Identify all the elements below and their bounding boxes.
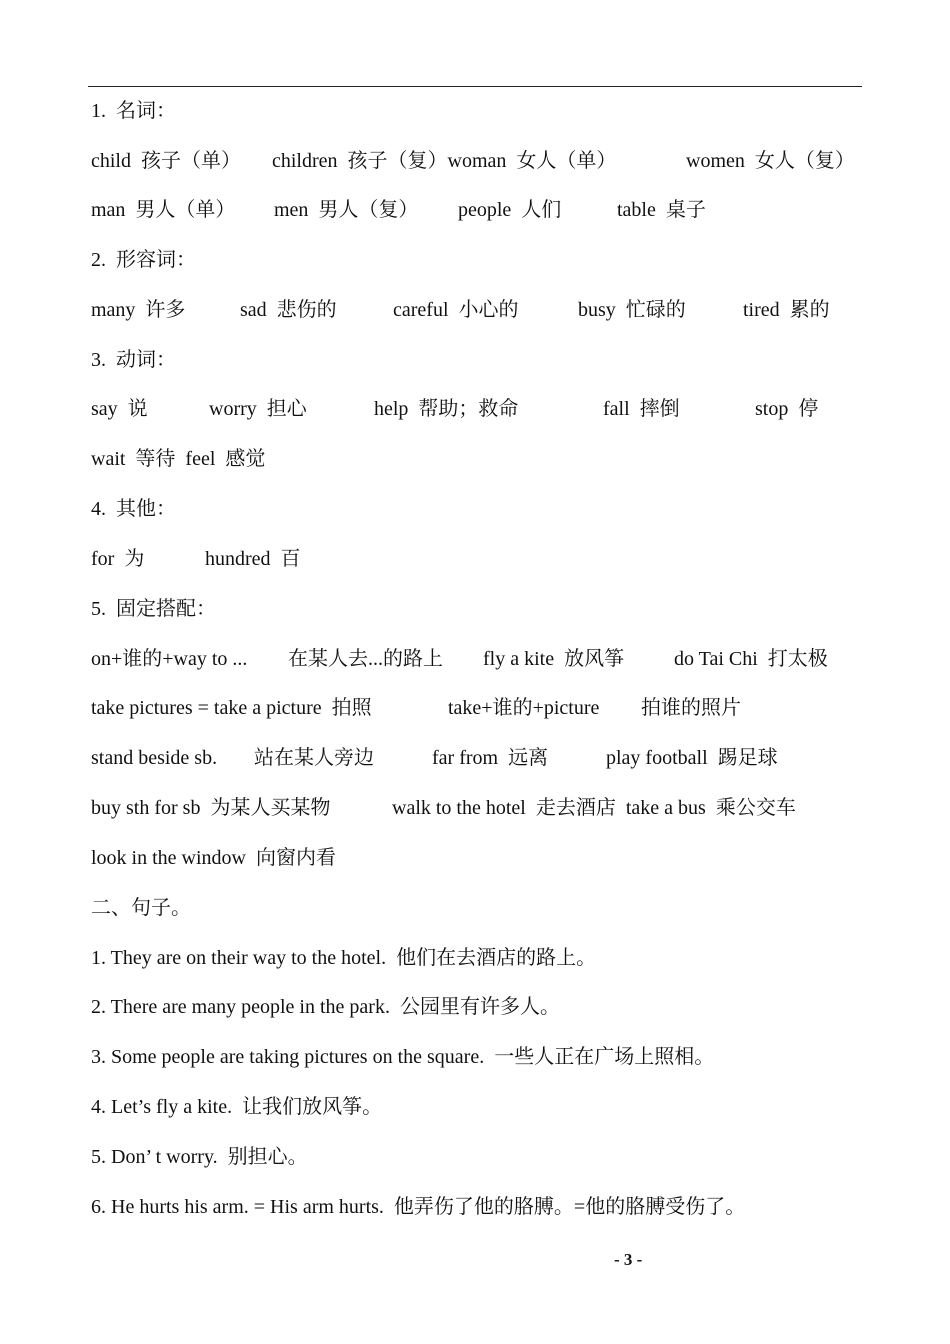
phrase-item: play football 踢足球 [606, 747, 778, 769]
page-number: - 3 - [614, 1250, 643, 1269]
heading-text: 2. 形容词： [91, 249, 196, 271]
phrase-row [91, 743, 778, 773]
heading-text: 1. 名词： [91, 100, 176, 122]
header-rule [88, 86, 862, 87]
vocab-item: sad 悲伤的 [240, 299, 337, 321]
phrase-item: fly a kite 放风筝 [483, 648, 625, 670]
sentence [91, 1142, 308, 1172]
phrase-item: look in the window 向窗内看 [91, 847, 336, 869]
heading-text: 4. 其他： [91, 498, 176, 520]
heading-text: 二、句子。 [91, 897, 191, 919]
section-heading-verbs [91, 345, 176, 375]
phrase-item: do Tai Chi 打太极 [674, 648, 828, 670]
phrase-item: walk to the hotel 走去酒店 take a bus 乘公交车 [392, 797, 796, 819]
vocab-item: help 帮助；救命 [374, 398, 519, 420]
sentence [91, 943, 597, 973]
sentence-text: 2. There are many people in the park. 公园里有许多人。 [91, 996, 560, 1018]
vocab-row [91, 394, 819, 424]
vocab-item: children 孩子（复）woman 女人（单） [272, 150, 617, 172]
phrase-row [91, 843, 336, 873]
phrase-item: stand beside sb. [91, 747, 218, 769]
phrase-row [91, 644, 828, 674]
vocab-item: fall 摔倒 [603, 398, 680, 420]
vocab-item: table 桌子 [617, 199, 706, 221]
phrase-item: far from 远离 [432, 747, 549, 769]
sentence-text: 1. They are on their way to the hotel. 他们在去酒店的路上。 [91, 947, 597, 969]
heading-text: 5. 固定搭配： [91, 598, 216, 620]
sentence [91, 1192, 746, 1222]
vocab-item: wait 等待 feel 感觉 [91, 448, 266, 470]
section-heading-phrases [91, 594, 216, 624]
phrase-item: take+谁的+picture [448, 697, 600, 719]
sentence [91, 1042, 715, 1072]
vocab-item: for 为 [91, 548, 145, 570]
vocab-item: worry 担心 [209, 398, 307, 420]
vocab-item: man 男人（单） [91, 199, 236, 221]
vocab-item: say 说 [91, 398, 148, 420]
phrase-item: 拍谁的照片 [641, 697, 741, 719]
sentence-text: 3. Some people are taking pictures on the square. 一些人正在广场上照相。 [91, 1046, 715, 1068]
sentence [91, 1092, 383, 1122]
vocab-item: careful 小心的 [393, 299, 519, 321]
section-heading-nouns [91, 96, 176, 126]
vocab-item: many 许多 [91, 299, 186, 321]
phrase-item: buy sth for sb 为某人买某物 [91, 797, 331, 819]
phrase-item: take pictures = take a picture 拍照 [91, 697, 372, 719]
vocab-item: tired 累的 [743, 299, 830, 321]
phrase-row [91, 693, 741, 723]
phrase-item: 站在某人旁边 [254, 747, 374, 769]
sentences-heading [91, 893, 191, 923]
vocab-item: busy 忙碌的 [578, 299, 686, 321]
sentence-text: 5. Don’ t worry. 别担心。 [91, 1146, 308, 1168]
vocab-item: women 女人（复） [686, 150, 855, 172]
vocab-item: child 孩子（单） [91, 150, 241, 172]
heading-text: 3. 动词： [91, 349, 176, 371]
vocab-item: hundred 百 [205, 548, 301, 570]
vocab-item: people 人们 [458, 199, 562, 221]
section-heading-others [91, 494, 176, 524]
vocab-row [91, 544, 301, 574]
phrase-item: 在某人去...的路上 [288, 648, 443, 670]
vocab-item: stop 停 [755, 398, 819, 420]
vocab-row [91, 295, 830, 325]
vocab-row [91, 146, 855, 176]
vocab-row [91, 195, 706, 225]
sentence-text: 4. Let’s fly a kite. 让我们放风筝。 [91, 1096, 383, 1118]
phrase-row [91, 793, 796, 823]
phrase-item: on+谁的+way to ... [91, 648, 248, 670]
section-heading-adjectives [91, 245, 196, 275]
vocab-item: men 男人（复） [274, 199, 419, 221]
sentence [91, 992, 560, 1022]
sentence-text: 6. He hurts his arm. = His arm hurts. 他弄伤了他的胳膊。=他的胳膊受伤了。 [91, 1196, 746, 1218]
vocab-row [91, 444, 266, 474]
